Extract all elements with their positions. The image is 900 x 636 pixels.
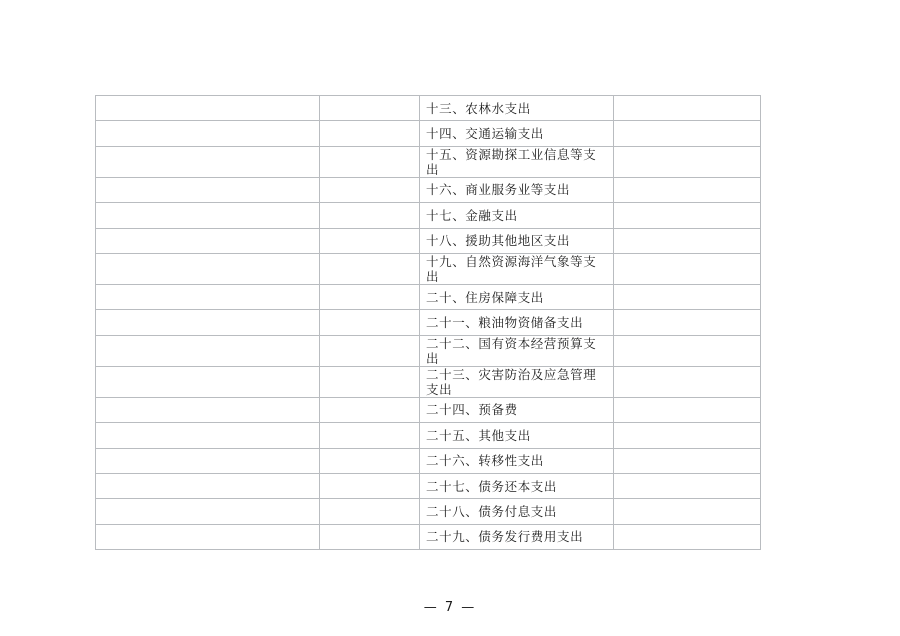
table-cell-4 [614,423,761,448]
table-cell-4 [614,253,761,284]
table-cell-2 [320,203,420,228]
table-row [96,177,761,202]
table-cell-2 [320,121,420,146]
table-cell-2 [320,423,420,448]
table-row [96,366,761,397]
table-cell-2 [320,335,420,366]
table-row [96,397,761,422]
table-cell-3: 二十八、债务付息支出 [420,499,614,524]
table-cell-3: 十八、援助其他地区支出 [420,228,614,253]
table-row [96,310,761,335]
table-cell-1 [96,203,320,228]
table-cell-2 [320,448,420,473]
table-cell-1 [96,177,320,202]
table-row [96,473,761,498]
table-cell-3: 十六、商业服务业等支出 [420,177,614,202]
table-cell-3: 二十七、债务还本支出 [420,473,614,498]
table-cell-4 [614,366,761,397]
table-cell-1 [96,228,320,253]
table-cell-3: 二十九、债务发行费用支出 [420,524,614,549]
table-cell-2 [320,177,420,202]
table-cell-1 [96,423,320,448]
table-cell-1 [96,473,320,498]
table-row [96,423,761,448]
table-row [96,121,761,146]
table-row [96,499,761,524]
table-cell-3: 二十、住房保障支出 [420,284,614,309]
table-cell-2 [320,524,420,549]
table-cell-1 [96,310,320,335]
table-cell-3: 十七、金融支出 [420,203,614,228]
table-cell-1 [96,448,320,473]
budget-expenditure-table [95,95,761,550]
table-cell-2 [320,397,420,422]
table-row [96,228,761,253]
table-cell-4 [614,499,761,524]
table-cell-1 [96,146,320,177]
table-cell-4 [614,310,761,335]
table-cell-3: 二十二、国有资本经营预算支出 [420,335,614,366]
table-cell-3: 二十一、粮油物资储备支出 [420,310,614,335]
table-row [96,448,761,473]
table-row [96,284,761,309]
table-cell-1 [96,397,320,422]
table-cell-1 [96,253,320,284]
table-cell-2 [320,284,420,309]
table-cell-4 [614,473,761,498]
table-cell-4 [614,448,761,473]
table-row [96,96,761,121]
table-cell-2 [320,146,420,177]
table-cell-3: 二十四、预备费 [420,397,614,422]
table-cell-4 [614,96,761,121]
table-cell-4 [614,177,761,202]
table-cell-1 [96,121,320,146]
page-number: — 7 — [423,600,477,615]
table-cell-4 [614,121,761,146]
table-cell-4 [614,203,761,228]
table-cell-1 [96,366,320,397]
table-cell-4 [614,228,761,253]
budget-table-container [95,95,760,550]
table-cell-3: 十三、农林水支出 [420,96,614,121]
table-cell-1 [96,499,320,524]
table-cell-2 [320,253,420,284]
table-cell-2 [320,366,420,397]
table-cell-1 [96,524,320,549]
table-cell-3: 十四、交通运输支出 [420,121,614,146]
table-cell-2 [320,310,420,335]
table-cell-3: 二十三、灾害防治及应急管理支出 [420,366,614,397]
table-body [96,96,761,550]
table-cell-4 [614,146,761,177]
table-cell-3: 十九、自然资源海洋气象等支出 [420,253,614,284]
table-cell-3: 十五、资源勘探工业信息等支出 [420,146,614,177]
table-cell-4 [614,397,761,422]
table-cell-4 [614,335,761,366]
table-cell-2 [320,96,420,121]
table-cell-4 [614,524,761,549]
table-cell-1 [96,96,320,121]
table-row [96,335,761,366]
table-cell-1 [96,284,320,309]
table-cell-2 [320,499,420,524]
table-cell-4 [614,284,761,309]
table-row [96,253,761,284]
table-cell-2 [320,473,420,498]
table-cell-1 [96,335,320,366]
table-row [96,524,761,549]
table-cell-3: 二十六、转移性支出 [420,448,614,473]
table-row [96,146,761,177]
table-cell-3: 二十五、其他支出 [420,423,614,448]
table-row [96,203,761,228]
table-cell-2 [320,228,420,253]
